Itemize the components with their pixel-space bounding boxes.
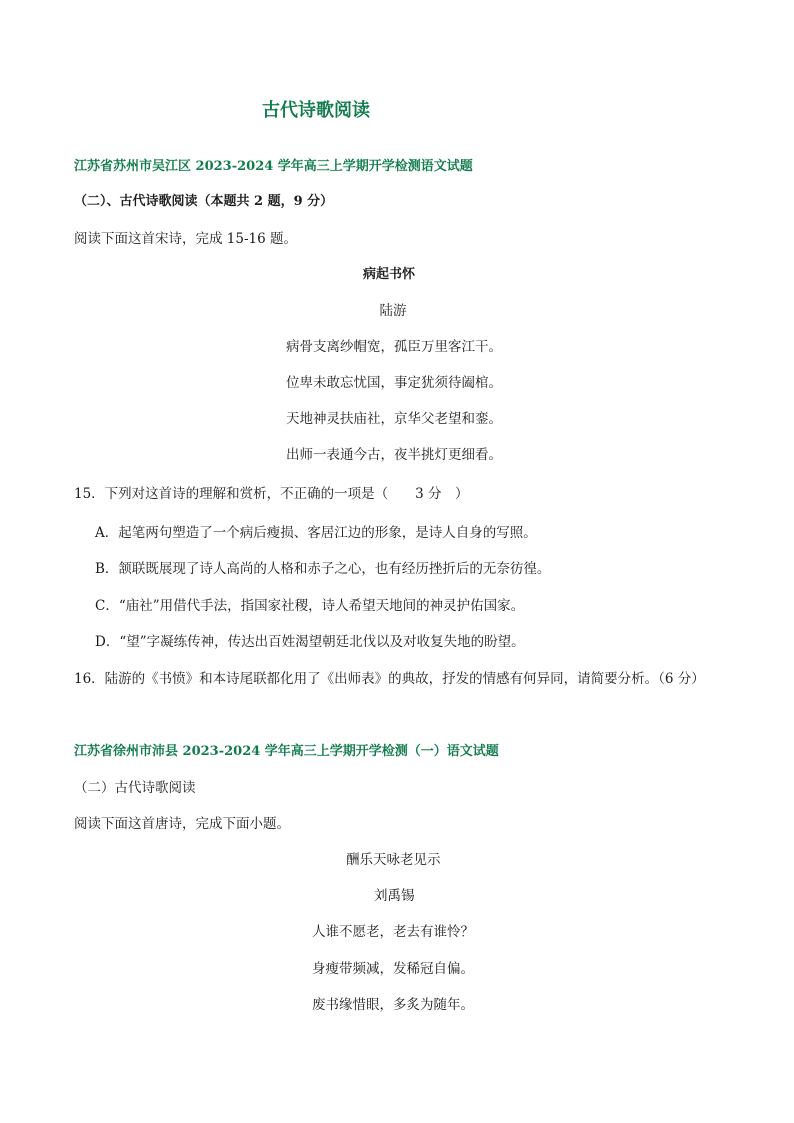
poem-line: 身瘦带频减，发稀冠自偏。 xyxy=(312,961,474,977)
question-15-option-b: B．颔联既展现了诗人高尚的人格和赤子之心，也有经历挫折后的无奈彷徨。 xyxy=(95,561,551,577)
question-15-option-a: A．起笔两句塑造了一个病后瘦损、客居江边的形象，是诗人自身的写照。 xyxy=(95,525,537,541)
instruction-1: 阅读下面这首宋诗，完成 15-16 题。 xyxy=(74,231,298,247)
instruction-2: 阅读下面这首唐诗，完成下面小题。 xyxy=(74,816,290,832)
poem-title-2: 酬乐天咏老见示 xyxy=(346,852,441,868)
question-15-option-c: C．“庙社”用借代手法，指国家社稷，诗人希望天地间的神灵护佑国家。 xyxy=(95,598,525,614)
poem-author-2: 刘禹锡 xyxy=(374,888,415,904)
poem-line: 废书缘惜眼，多炙为随年。 xyxy=(312,997,474,1013)
poem-author-1: 陆游 xyxy=(379,303,407,319)
question-15-stem: 15．下列对这首诗的理解和赏析，不正确的一项是（ 3 分 ） xyxy=(74,486,469,502)
page-title: 古代诗歌阅读 xyxy=(262,100,370,121)
poem-line: 位卑未敢忘忧国，事定犹须待阖棺。 xyxy=(286,375,502,391)
poem-line: 天地神灵扶庙社，京华父老望和銮。 xyxy=(286,411,502,427)
question-16-stem: 16．陆游的《书愤》和本诗尾联都化用了《出师表》的典故，抒发的情感有何异同，请简要分析。（6 分） xyxy=(74,671,705,687)
section-heading-1: （二）、古代诗歌阅读（本题共 2 题，9 分） xyxy=(74,194,334,209)
poem-title-1: 病起书怀 xyxy=(362,267,415,282)
source-heading-2: 江苏省徐州市沛县 2023-2024 学年高三上学期开学检测（一）语文试题 xyxy=(74,744,499,759)
poem-line: 出师一表通今古，夜半挑灯更细看。 xyxy=(286,447,502,463)
source-heading-1: 江苏省苏州市吴江区 2023-2024 学年高三上学期开学检测语文试题 xyxy=(74,159,473,174)
poem-line: 人谁不愿老，老去有谁怜？ xyxy=(312,924,474,940)
section-heading-2: （二）古代诗歌阅读 xyxy=(74,780,196,796)
question-15-option-d: D．“望”字凝练传神，传达出百姓渴望朝廷北伐以及对收复失地的盼望。 xyxy=(95,634,525,650)
poem-line: 病骨支离纱帽宽，孤臣万里客江干。 xyxy=(286,339,502,355)
